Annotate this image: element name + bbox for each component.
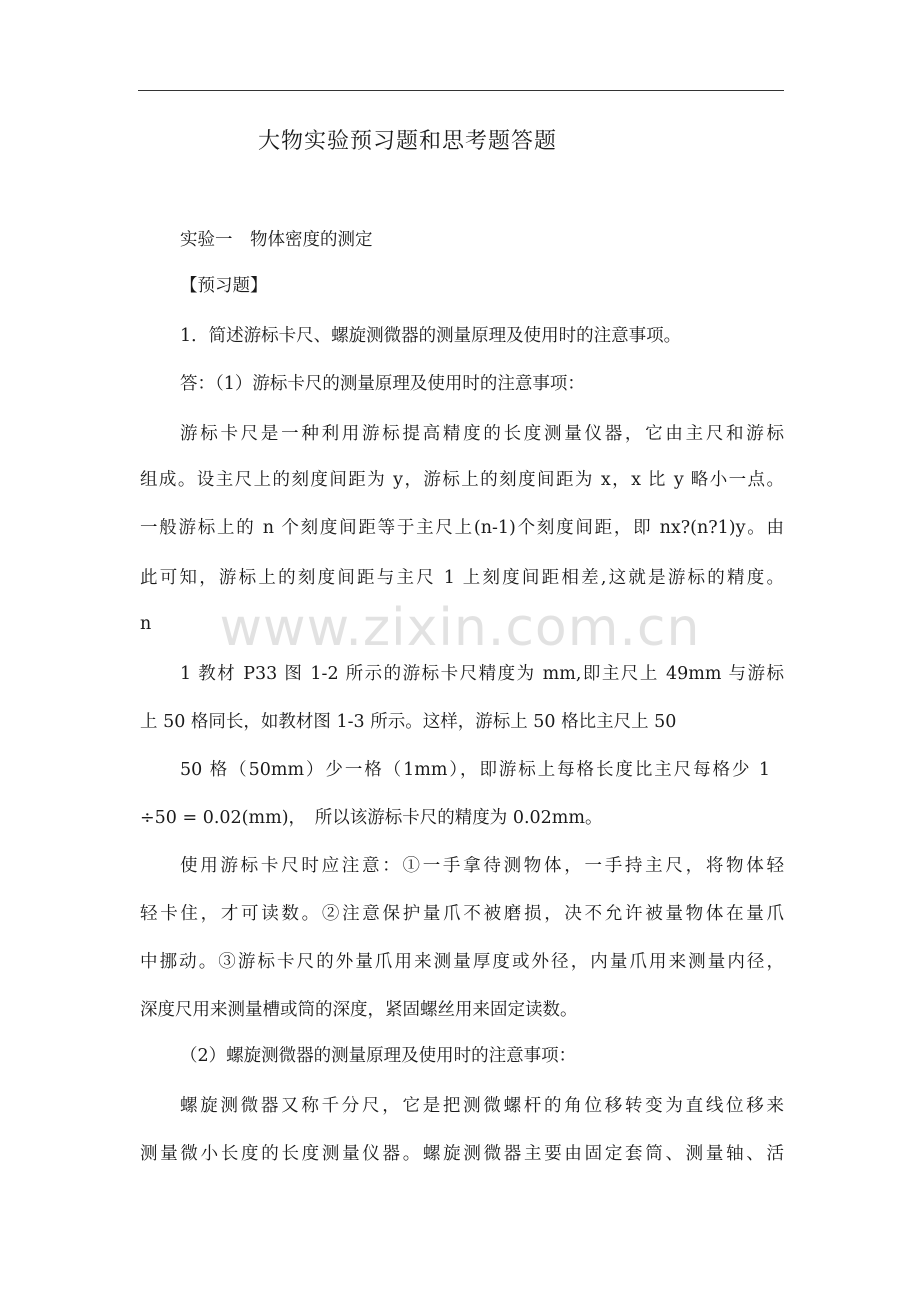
paragraph-line: 50 格（50mm）少一格（1mm），即游标上每格长度比主尺每格少 1: [180, 760, 770, 780]
paragraph-line: 使用游标卡尺时应注意：①一手拿待测物体，一手持主尺，将物体轻: [180, 856, 784, 876]
paragraph-line: 测量微小长度的长度测量仪器。螺旋测微器主要由固定套筒、测量轴、活: [140, 1144, 784, 1164]
paragraph-line: 1 教材 P33 图 1-2 所示的游标卡尺精度为 mm,即主尺上 49mm 与游标: [180, 664, 784, 684]
header-rule: [138, 90, 784, 91]
paragraph-line: 深度尺用来测量槽或筒的深度，紧固螺丝用来固定读数。: [140, 1000, 578, 1020]
question-1: 1．简述游标卡尺、螺旋测微器的测量原理及使用时的注意事项。: [180, 326, 682, 346]
paragraph-line: 中挪动。③游标卡尺的外量爪用来测量厚度或外径，内量爪用来测量内径，: [140, 952, 784, 972]
paragraph-line: 轻卡住，才可读数。②注意保护量爪不被磨损，决不允许被量物体在量爪: [140, 904, 784, 924]
paragraph-line: 螺旋测微器又称千分尺，它是把测微螺杆的角位移转变为直线位移来: [180, 1096, 784, 1116]
paragraph-line: n: [140, 614, 152, 634]
watermark: www.zixin.com.cn: [219, 598, 701, 658]
experiment-heading: 实验一 物体密度的测定: [180, 230, 373, 250]
paragraph-line: ÷50 = 0.02(mm)， 所以该游标卡尺的精度为 0.02mm。: [140, 808, 603, 828]
paragraph-line: 组成。设主尺上的刻度间距为 y，游标上的刻度间距为 x，x 比 y 略小一点。: [140, 470, 784, 490]
answer-2-heading: （2）螺旋测微器的测量原理及使用时的注意事项：: [180, 1046, 577, 1066]
paragraph-line: 此可知，游标上的刻度间距与主尺 1 上刻度间距相差,这就是游标的精度。: [140, 568, 784, 588]
paragraph-line: 一般游标上的 n 个刻度间距等于主尺上(n-1)个刻度间距，即 nx?(n?1)y。由: [140, 518, 784, 538]
section-label: 【预习题】: [180, 276, 268, 296]
answer-1-heading: 答：（1）游标卡尺的测量原理及使用时的注意事项：: [180, 374, 585, 394]
paragraph-line: 上 50 格同长，如教材图 1-3 所示。这样，游标上 50 格比主尺上 50: [140, 712, 677, 732]
document-title: 大物实验预习题和思考题答题: [258, 129, 558, 154]
paragraph-line: 游标卡尺是一种利用游标提高精度的长度测量仪器，它由主尺和游标: [180, 424, 784, 444]
